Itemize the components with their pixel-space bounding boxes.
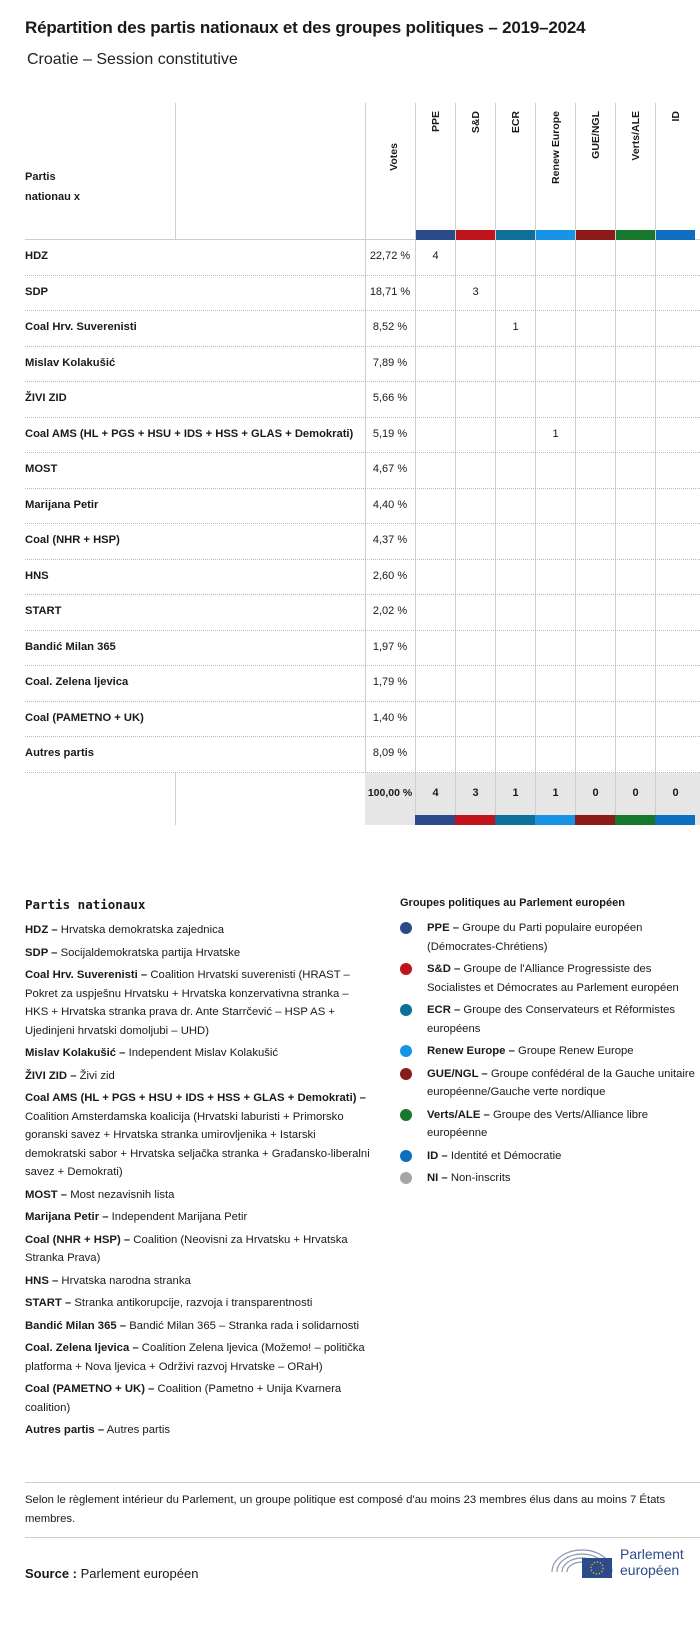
group-header-label: GUE/NGL bbox=[589, 111, 602, 159]
seat-count bbox=[415, 631, 455, 666]
total-seat-count: 3 bbox=[455, 773, 495, 825]
group-color-bar bbox=[576, 230, 615, 240]
group-full-name: Groupe confédéral de la Gauche unitaire européenne/Gauche verte nordique bbox=[427, 1067, 695, 1098]
seat-count bbox=[655, 418, 695, 453]
national-party-entry bbox=[25, 1317, 370, 1336]
political-group-entry bbox=[400, 1147, 700, 1166]
source-label: Source : bbox=[25, 1566, 78, 1581]
political-group-entry bbox=[400, 960, 700, 997]
national-party-entry bbox=[25, 1067, 370, 1086]
table-row bbox=[25, 418, 700, 454]
parliament-logo bbox=[548, 1542, 700, 1584]
seat-count bbox=[655, 276, 695, 311]
seat-count bbox=[615, 524, 655, 559]
group-color-bar bbox=[456, 230, 495, 240]
seat-count bbox=[415, 560, 455, 595]
national-party-entry bbox=[25, 1044, 370, 1063]
seat-count bbox=[415, 595, 455, 630]
political-group-entry bbox=[400, 1001, 700, 1038]
group-column-header bbox=[575, 103, 615, 240]
party-full-name: Coalition Hrvatski suverenisti (HRAST – Pokret za uspješnu Hrvatsku + Hrvatska konzervativna stranka – HKS + Hrvatska stranka prava dr. Ante Starrčević – HSP AS + Ujedinjeni hrvatski domoljubi – UHD) bbox=[25, 969, 350, 1037]
party-abbreviation: ŽIVI ZID – bbox=[25, 1069, 77, 1082]
seat-count bbox=[615, 702, 655, 737]
vote-share: 5,19 % bbox=[372, 427, 408, 440]
seat-count bbox=[455, 311, 495, 346]
group-column-header bbox=[655, 103, 695, 240]
group-full-name: Identité et Démocratie bbox=[450, 1149, 562, 1162]
group-abbreviation: S&D – bbox=[427, 963, 461, 975]
votes-header-label: Votes bbox=[388, 143, 400, 171]
seat-count bbox=[615, 666, 655, 701]
seat-count bbox=[455, 453, 495, 488]
party-full-name: Most nezavisnih lista bbox=[70, 1188, 175, 1201]
seat-count bbox=[495, 240, 535, 275]
seat-count bbox=[415, 489, 455, 524]
seat-count bbox=[655, 524, 695, 559]
total-seat-count: 0 bbox=[655, 773, 695, 825]
seat-count bbox=[415, 382, 455, 417]
seat-count bbox=[615, 311, 655, 346]
seat-count bbox=[615, 418, 655, 453]
group-full-name: Non-inscrits bbox=[450, 1172, 511, 1184]
seat-count bbox=[575, 666, 615, 701]
party-full-name: Coalition Amsterdamska koalicija (Hrvatski laburisti + Primorsko goranski savez + Hrvatska stranka umirovljenika + Istarski demokratski sabor + Hrvatska seljačka stranka + Građansko-liberalni savez + Demokrati) bbox=[25, 1110, 370, 1178]
group-color-dot-icon bbox=[400, 1172, 412, 1184]
seat-count bbox=[575, 311, 615, 346]
logo-text bbox=[620, 1546, 684, 1578]
seat-count bbox=[455, 631, 495, 666]
seat-count bbox=[495, 276, 535, 311]
vote-share: 2,02 % bbox=[372, 605, 408, 617]
seat-count bbox=[495, 702, 535, 737]
group-abbreviation: ECR – bbox=[427, 1004, 461, 1016]
group-full-name: Groupe de l'Alliance Progressiste des Socialistes et Démocrates au Parlement européen bbox=[427, 963, 679, 994]
national-party-entry bbox=[25, 1231, 370, 1268]
group-color-dot-icon bbox=[400, 963, 412, 975]
group-color-bar bbox=[415, 815, 455, 825]
party-abbreviation: MOST – bbox=[25, 1188, 68, 1201]
seat-count bbox=[415, 418, 455, 453]
national-party-entry bbox=[25, 1294, 370, 1313]
seat-count bbox=[655, 382, 695, 417]
seat-count bbox=[495, 489, 535, 524]
party-column-header: Partis nationau x bbox=[25, 171, 81, 203]
table-row bbox=[25, 631, 700, 667]
group-color-bar bbox=[455, 815, 495, 825]
group-abbreviation: Renew Europe – bbox=[427, 1045, 515, 1057]
table-row bbox=[25, 666, 700, 702]
group-color-dot-icon bbox=[400, 1150, 412, 1162]
group-color-bar bbox=[535, 815, 575, 825]
party-full-name: Hrvatska narodna stranka bbox=[61, 1274, 191, 1287]
source-line bbox=[25, 1566, 198, 1581]
vote-share: 22,72 % bbox=[369, 250, 411, 262]
party-abbreviation: HNS – bbox=[25, 1274, 59, 1287]
seat-count bbox=[615, 382, 655, 417]
total-seat-count: 1 bbox=[495, 773, 535, 825]
group-header-label: Renew Europe bbox=[549, 111, 562, 184]
table-row bbox=[25, 560, 700, 596]
seat-count bbox=[575, 489, 615, 524]
table-row bbox=[25, 240, 700, 276]
seat-count bbox=[615, 595, 655, 630]
seat-count bbox=[575, 276, 615, 311]
party-abbreviation: START – bbox=[25, 1297, 72, 1309]
seat-count bbox=[535, 382, 575, 417]
seat-count: 1 bbox=[535, 418, 575, 453]
group-full-name: Groupe Renew Europe bbox=[518, 1045, 634, 1057]
table-row bbox=[25, 453, 700, 489]
seat-count bbox=[575, 595, 615, 630]
national-party-entry bbox=[25, 1421, 370, 1440]
total-seat-count: 1 bbox=[535, 773, 575, 825]
group-color-bar bbox=[495, 815, 535, 825]
party-full-name: Coalition Zelena ljevica (Možemo! – politička platforma + Nova ljevica + Održivi razvoj Hrvatske – ORaH) bbox=[25, 1342, 365, 1373]
group-abbreviation: NI – bbox=[427, 1172, 448, 1184]
table-row bbox=[25, 489, 700, 525]
seat-count bbox=[495, 595, 535, 630]
seat-count bbox=[655, 702, 695, 737]
seat-count bbox=[535, 666, 575, 701]
seat-count bbox=[655, 595, 695, 630]
group-color-dot-icon bbox=[400, 1045, 412, 1057]
group-color-bar bbox=[416, 230, 455, 240]
party-name: ŽIVI ZID bbox=[25, 392, 67, 404]
seat-count bbox=[535, 453, 575, 488]
seat-count bbox=[535, 560, 575, 595]
vote-share: 2,60 % bbox=[372, 569, 408, 582]
seat-count bbox=[615, 560, 655, 595]
group-color-bar bbox=[616, 230, 655, 240]
table-row bbox=[25, 595, 700, 631]
seat-count bbox=[615, 631, 655, 666]
table-row bbox=[25, 347, 700, 383]
seat-count bbox=[495, 631, 535, 666]
seat-count bbox=[655, 560, 695, 595]
national-party-entry bbox=[25, 1380, 370, 1417]
seat-count bbox=[495, 666, 535, 701]
party-name: HNS bbox=[25, 569, 49, 582]
seat-count bbox=[615, 347, 655, 382]
party-abbreviation: Coal (NHR + HSP) – bbox=[25, 1233, 131, 1246]
national-party-entry bbox=[25, 944, 370, 963]
group-column-header bbox=[455, 103, 495, 240]
group-color-bar bbox=[496, 230, 535, 240]
seat-count bbox=[415, 737, 455, 772]
party-abbreviation: Coal. Zelena ljevica – bbox=[25, 1342, 139, 1354]
seat-count bbox=[655, 737, 695, 772]
group-color-dot-icon bbox=[400, 1068, 412, 1080]
vote-share: 5,66 % bbox=[372, 392, 408, 404]
seat-count bbox=[455, 382, 495, 417]
group-color-bar bbox=[655, 815, 695, 825]
votes-column-header bbox=[365, 103, 415, 240]
seat-count bbox=[455, 524, 495, 559]
seat-count bbox=[495, 560, 535, 595]
group-header-label: ECR bbox=[509, 111, 522, 134]
party-abbreviation: HDZ – bbox=[25, 924, 58, 936]
group-abbreviation: Verts/ALE – bbox=[427, 1108, 490, 1121]
national-party-entry bbox=[25, 1208, 370, 1227]
group-color-bar bbox=[575, 815, 615, 825]
group-header-label: Verts/ALE bbox=[629, 111, 642, 161]
political-group-entry bbox=[400, 1065, 700, 1102]
group-full-name: Groupe des Verts/Alliance libre européenne bbox=[427, 1108, 649, 1139]
vote-share: 7,89 % bbox=[372, 356, 408, 369]
table-body bbox=[25, 240, 700, 773]
seat-count bbox=[455, 240, 495, 275]
group-color-dot-icon bbox=[400, 1004, 412, 1016]
group-header-label: ID bbox=[669, 111, 682, 122]
political-group-entry bbox=[400, 1042, 700, 1061]
seat-count bbox=[575, 560, 615, 595]
party-abbreviation: Mislav Kolakušić – bbox=[25, 1047, 126, 1059]
group-column-header bbox=[535, 103, 575, 240]
total-row bbox=[25, 773, 700, 825]
political-group-entry bbox=[400, 1106, 700, 1143]
table-row bbox=[25, 524, 700, 560]
vote-share: 8,52 % bbox=[372, 321, 408, 333]
seat-count bbox=[415, 666, 455, 701]
seat-count bbox=[615, 240, 655, 275]
national-party-entry bbox=[25, 1186, 370, 1205]
national-party-entry bbox=[25, 1339, 370, 1376]
party-name: Marijana Petir bbox=[25, 498, 99, 511]
group-column-header bbox=[415, 103, 455, 240]
seat-count bbox=[455, 666, 495, 701]
party-name: HDZ bbox=[25, 250, 48, 262]
seat-count bbox=[535, 631, 575, 666]
party-abbreviation: Autres partis – bbox=[25, 1424, 105, 1436]
party-name: Bandić Milan 365 bbox=[25, 640, 116, 653]
seat-count bbox=[495, 347, 535, 382]
party-abbreviation: Marijana Petir – bbox=[25, 1211, 109, 1223]
seat-count bbox=[415, 702, 455, 737]
party-abbreviation: Coal AMS (HL + PGS + HSU + IDS + HSS + GLAS + Demokrati) – bbox=[25, 1092, 366, 1104]
party-full-name: Stranka antikorupcije, razvoja i transparentnosti bbox=[74, 1297, 313, 1309]
party-full-name: Autres partis bbox=[106, 1424, 171, 1436]
total-votes: 100,00 % bbox=[367, 786, 413, 799]
group-color-bar bbox=[536, 230, 575, 240]
political-group-entry bbox=[400, 919, 700, 956]
seat-count bbox=[655, 311, 695, 346]
group-header-label: PPE bbox=[429, 111, 442, 133]
seat-count bbox=[455, 560, 495, 595]
seat-count bbox=[615, 276, 655, 311]
political-groups-heading: Groupes politiques au Parlement européen bbox=[400, 897, 625, 909]
seat-count bbox=[535, 737, 575, 772]
seat-count bbox=[415, 311, 455, 346]
seat-count bbox=[615, 453, 655, 488]
seat-count bbox=[535, 524, 575, 559]
seat-count bbox=[615, 737, 655, 772]
seat-count bbox=[455, 347, 495, 382]
seat-count bbox=[415, 276, 455, 311]
seat-count bbox=[615, 489, 655, 524]
political-groups-legend bbox=[400, 897, 700, 1192]
seat-count bbox=[415, 524, 455, 559]
group-abbreviation: PPE – bbox=[427, 922, 460, 934]
seat-count bbox=[655, 453, 695, 488]
seat-count bbox=[575, 524, 615, 559]
seat-count bbox=[535, 489, 575, 524]
vote-share: 18,71 % bbox=[369, 285, 411, 298]
seat-count bbox=[535, 240, 575, 275]
party-name: Coal (NHR + HSP) bbox=[25, 534, 120, 546]
group-abbreviation: GUE/NGL – bbox=[427, 1067, 488, 1080]
seat-count bbox=[495, 453, 535, 488]
party-name: MOST bbox=[25, 463, 58, 475]
party-name: Coal AMS (HL + PGS + HSU + IDS + HSS + GLAS + Demokrati) bbox=[25, 427, 354, 440]
group-column-header bbox=[495, 103, 535, 240]
group-color-dot-icon bbox=[400, 1109, 412, 1121]
total-seat-count: 4 bbox=[415, 773, 455, 825]
seat-count bbox=[455, 702, 495, 737]
column-divider bbox=[175, 103, 176, 240]
vote-share: 1,79 % bbox=[372, 676, 408, 688]
seat-count bbox=[455, 595, 495, 630]
seat-count: 3 bbox=[455, 276, 495, 311]
national-party-entry bbox=[25, 921, 370, 940]
group-color-dot-icon bbox=[400, 922, 412, 934]
logo-line-1: Parlement bbox=[620, 1546, 684, 1562]
group-abbreviation: ID – bbox=[427, 1149, 448, 1162]
vote-share: 4,67 % bbox=[372, 463, 408, 475]
national-parties-list bbox=[25, 921, 370, 1440]
seat-count bbox=[535, 595, 575, 630]
party-name: Coal. Zelena ljevica bbox=[25, 676, 129, 688]
vote-share: 4,40 % bbox=[372, 498, 408, 511]
seat-count bbox=[575, 702, 615, 737]
rules-note: Selon le règlement intérieur du Parlement, un groupe politique est composé d'au moins 23 membres élus dans au moins 7 États membres. bbox=[25, 1482, 700, 1538]
party-full-name: Independent Marijana Petir bbox=[111, 1211, 248, 1223]
seat-count bbox=[495, 418, 535, 453]
table-header bbox=[25, 103, 700, 240]
seat-count bbox=[455, 489, 495, 524]
total-seat-count: 0 bbox=[575, 773, 615, 825]
party-abbreviation: Coal Hrv. Suverenisti – bbox=[25, 969, 148, 981]
vote-share: 4,37 % bbox=[372, 534, 408, 546]
column-divider bbox=[175, 773, 176, 825]
party-full-name: Independent Mislav Kolakušić bbox=[128, 1047, 279, 1059]
group-column-header bbox=[615, 103, 655, 240]
seat-count bbox=[655, 347, 695, 382]
party-full-name: Bandić Milan 365 – Stranka rada i solidarnosti bbox=[129, 1319, 360, 1332]
party-full-name: Coalition (Pametno + Unija Kvarnera coalition) bbox=[25, 1383, 342, 1414]
party-name: Coal (PAMETNO + UK) bbox=[25, 711, 144, 724]
party-full-name: Coalition (Neovisni za Hrvatsku + Hrvatska Stranka Prava) bbox=[25, 1233, 348, 1264]
political-group-entry bbox=[400, 1169, 700, 1188]
page-title: Répartition des partis nationaux et des groupes politiques – 2019–2024 bbox=[25, 18, 586, 37]
national-party-entry bbox=[25, 1272, 370, 1291]
page-subtitle: Croatie – Session constitutive bbox=[27, 51, 238, 68]
seat-count bbox=[655, 666, 695, 701]
seat-count bbox=[575, 347, 615, 382]
vote-share: 1,97 % bbox=[372, 640, 408, 653]
seat-count bbox=[495, 737, 535, 772]
national-party-entry bbox=[25, 966, 370, 1040]
seat-count bbox=[535, 347, 575, 382]
party-name: START bbox=[25, 605, 62, 617]
seat-count bbox=[655, 489, 695, 524]
parliament-emblem-icon bbox=[548, 1542, 616, 1580]
seat-count: 4 bbox=[415, 240, 455, 275]
seat-count bbox=[415, 347, 455, 382]
party-abbreviation: Coal (PAMETNO + UK) – bbox=[25, 1383, 155, 1395]
national-parties-heading: Partis nationaux bbox=[25, 897, 146, 912]
party-name: SDP bbox=[25, 285, 49, 298]
vote-share: 8,09 % bbox=[372, 747, 408, 759]
seat-count bbox=[455, 737, 495, 772]
national-parties-legend bbox=[25, 897, 370, 1444]
table-row bbox=[25, 311, 700, 347]
party-name: Mislav Kolakušić bbox=[25, 356, 116, 369]
seat-count bbox=[575, 240, 615, 275]
group-color-bar bbox=[656, 230, 695, 240]
table-row bbox=[25, 737, 700, 773]
seat-count bbox=[655, 240, 695, 275]
source-value: Parlement européen bbox=[80, 1566, 199, 1581]
party-name: Autres partis bbox=[25, 747, 95, 759]
vote-share: 1,40 % bbox=[372, 711, 408, 724]
group-color-bar bbox=[615, 815, 655, 825]
seat-count bbox=[455, 418, 495, 453]
group-full-name: Groupe du Parti populaire européen (Démocrates-Chrétiens) bbox=[427, 922, 643, 953]
party-name: Coal Hrv. Suverenisti bbox=[25, 321, 137, 333]
party-abbreviation: SDP – bbox=[25, 946, 58, 959]
total-seat-count: 0 bbox=[615, 773, 655, 825]
party-abbreviation: Bandić Milan 365 – bbox=[25, 1319, 127, 1332]
party-full-name: Živi zid bbox=[79, 1069, 115, 1082]
seat-count bbox=[575, 737, 615, 772]
seat-count bbox=[575, 453, 615, 488]
seat-count bbox=[415, 453, 455, 488]
seat-count bbox=[655, 631, 695, 666]
seat-count bbox=[575, 631, 615, 666]
seat-count bbox=[575, 418, 615, 453]
table-row bbox=[25, 382, 700, 418]
party-full-name: Hrvatska demokratska zajednica bbox=[60, 924, 225, 936]
seat-count bbox=[535, 702, 575, 737]
seat-count bbox=[495, 524, 535, 559]
results-table bbox=[25, 103, 700, 825]
group-header-label: S&D bbox=[469, 111, 482, 134]
political-groups-list bbox=[400, 919, 700, 1188]
seat-count bbox=[535, 311, 575, 346]
table-row bbox=[25, 276, 700, 312]
group-full-name: Groupe des Conservateurs et Réformistes européens bbox=[427, 1004, 676, 1035]
seat-count: 1 bbox=[495, 311, 535, 346]
table-row bbox=[25, 702, 700, 738]
national-party-entry bbox=[25, 1089, 370, 1182]
seat-count bbox=[575, 382, 615, 417]
party-full-name: Socijaldemokratska partija Hrvatske bbox=[60, 946, 241, 959]
seat-count bbox=[535, 276, 575, 311]
seat-count bbox=[495, 382, 535, 417]
logo-line-2: européen bbox=[620, 1562, 680, 1578]
